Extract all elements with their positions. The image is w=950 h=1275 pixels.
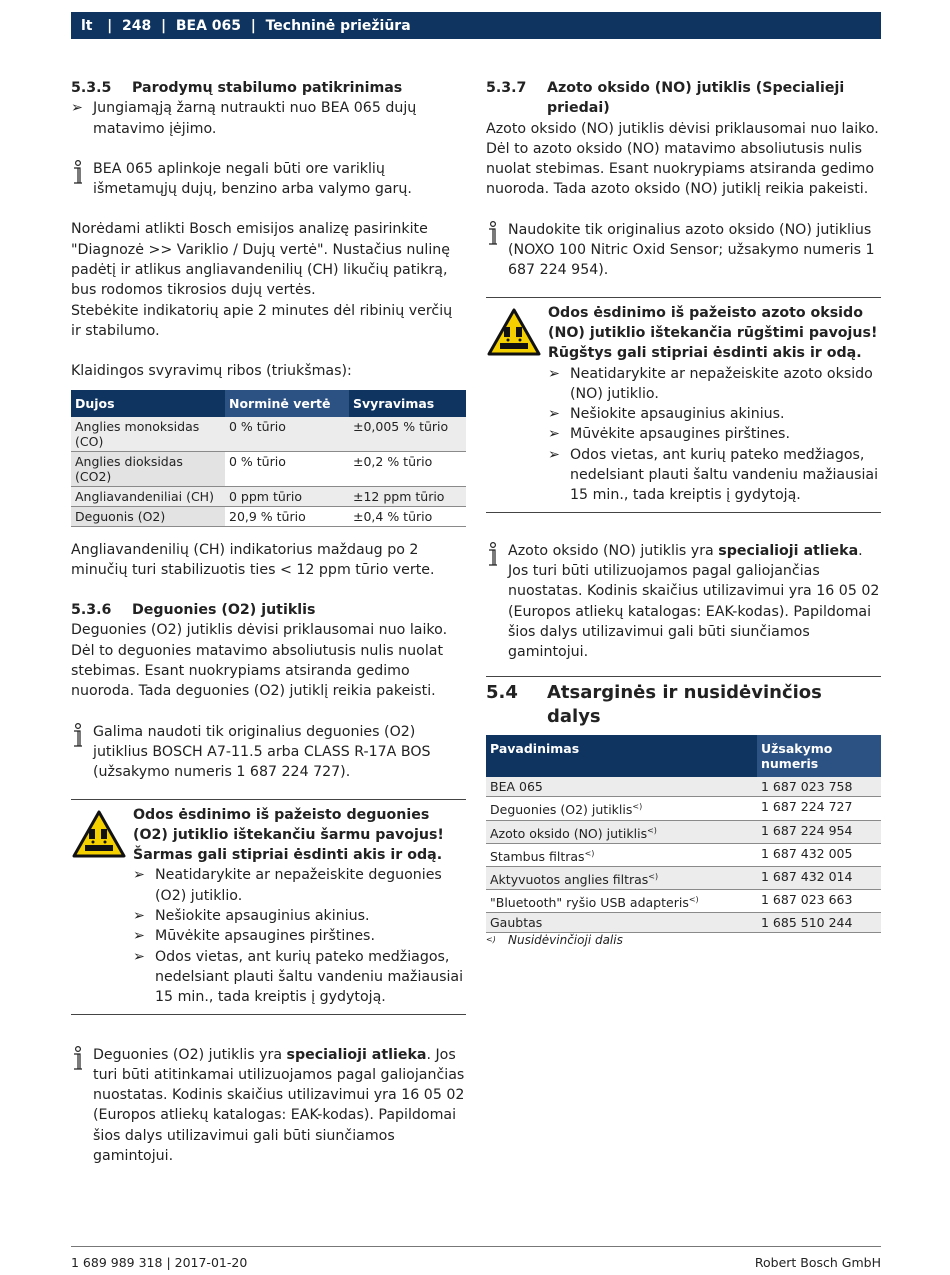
warning-title: Odos ėsdinimo iš pažeisto azoto oksido (NO) jutiklio ištekančia rūgštimi pavojus!	[548, 304, 878, 341]
right-column	[486, 78, 881, 947]
paragraph: Deguonies (O2) jutiklis dėvisi priklausomai nuo laiko. Dėl to deguonies matavimo absoliutusis nulis nuolat stebimas. Esant nuokrypiams atsiranda gedimo nuoroda. Tada deguonies (O2) jutiklį reikia pakeisti.	[71, 622, 448, 700]
spare-parts-table	[486, 735, 881, 933]
section-537-heading: 5.3.7 Azoto oksido (NO) jutiklis (Specialieji priedai)	[486, 80, 845, 117]
page-header: lt | 248 | BEA 065 | Techninė priežiūra	[71, 12, 881, 39]
wear-part-mark: <)	[632, 802, 643, 812]
section-535-heading: 5.3.5 Parodymų stabilumo patikrinimas	[71, 80, 403, 96]
info-note: Naudokite tik originalius azoto oksido (NO) jutiklius (NOXO 100 Nitric Oxid Sensor; užsakymo numeris 1 687 224 954).	[486, 220, 881, 281]
warning-title: Odos ėsdinimo iš pažeisto deguonies (O2) jutiklio ištekančiu šarmu pavojus!	[133, 806, 444, 843]
arrow-icon: ➢	[548, 365, 560, 382]
arrow-icon: ➢	[71, 100, 83, 117]
warning-item: ➢ Nešiokite apsauginius akinius.	[548, 404, 881, 424]
paragraph: Stebėkite indikatorių apie 2 minutes dėl ribinių verčių ir stabilumo.	[71, 302, 453, 339]
corrosive-warning-icon	[71, 805, 133, 1008]
noise-limits-table	[71, 390, 466, 527]
table-row: Stambus filtras<) 1 687 432 005	[486, 843, 881, 866]
column-header: Užsakymo numeris	[757, 735, 881, 777]
paragraph: Angliavandenilių (CH) indikatorius maždaug po 2 minučių turi stabilizuotis ties < 12 ppm tūrio verte.	[71, 541, 435, 578]
warning-item: ➢ Nešiokite apsauginius akinius.	[133, 906, 466, 926]
section-54-heading: 5.4 Atsarginės ir nusidėvinčios dalys	[486, 676, 881, 729]
table-row: Angliavandeniliai (CH) 0 ppm tūrio ±12 ppm tūrio	[71, 486, 466, 506]
arrow-icon: ➢	[133, 928, 145, 945]
table-row: Azoto oksido (NO) jutiklis<) 1 687 224 954	[486, 820, 881, 843]
warning-item: ➢ Neatidarykite ar nepažeiskite azoto oksido (NO) jutiklio.	[548, 364, 881, 405]
wear-part-mark: <)	[584, 848, 595, 858]
table-row: Aktyvuotos anglies filtras<) 1 687 432 014	[486, 866, 881, 889]
warning-subtitle: Rūgštys gali stipriai ėsdinti akis ir odą.	[548, 345, 862, 362]
warning-box	[486, 297, 881, 513]
arrow-icon: ➢	[548, 446, 560, 463]
warning-item: ➢ Odos vietas, ant kurių pateko medžiagos, nedelsiant plauti šaltu vandeniu mažiausiai 15 min., tada kreiptis į gydytoją.	[548, 445, 881, 506]
wear-part-mark: <)	[647, 825, 657, 835]
table-row: BEA 065 1 687 023 758	[486, 777, 881, 797]
column-header: Norminė vertė	[225, 390, 349, 417]
arrow-icon: ➢	[548, 406, 560, 423]
table-footnote: <) Nusidėvinčioji dalis	[486, 933, 623, 948]
info-icon	[71, 1045, 93, 1167]
wear-part-mark: <)	[688, 895, 699, 905]
warning-item: ➢ Odos vietas, ant kurių pateko medžiagos, nedelsiant plauti šaltu vandeniu mažiausiai 15 min., tada kreiptis į gydytoją.	[133, 947, 466, 1008]
header-page: 248	[121, 17, 152, 34]
bullet-item: ➢ Jungiamąją žarną nutraukti nuo BEA 065 dujų matavimo įėjimo.	[71, 98, 466, 139]
table-row: Anglies dioksidas (CO2) 0 % tūrio ±0,2 % tūrio	[71, 451, 466, 486]
table-row: Deguonies (O2) jutiklis<) 1 687 224 727	[486, 797, 881, 820]
warning-box	[71, 799, 466, 1015]
arrow-icon: ➢	[133, 948, 145, 965]
info-note: Galima naudoti tik originalius deguonies (O2) jutiklius BOSCH A7-11.5 arba CLASS R-17A BOS (užsakymo numeris 1 687 224 727).	[71, 722, 466, 783]
emphasis: specialioji atlieka	[718, 542, 859, 559]
table-intro: Klaidingos svyravimų ribos (triukšmas):	[71, 363, 352, 380]
document-date: 2017-01-20	[174, 1255, 248, 1270]
paragraph: Norėdami atlikti Bosch emisijos analizę pasirinkite "Diagnozė >> Variklio / Dujų vertė". Nustačius nulinę padėtį ir atlikus angliavandenilių (CH) likučių patikrą, bus rodomos tikrosios dujų vertės.	[71, 221, 451, 299]
warning-item: ➢ Mūvėkite apsaugines pirštines.	[548, 424, 881, 444]
page-footer: 1 689 989 318 | 2017-01-20 Robert Bosch GmbH	[71, 1246, 881, 1270]
info-note: Azoto oksido (NO) jutiklis yra specialioji atlieka. Jos turi būti utilizuojamos pagal galiojančias nuostatas. Kodinis skaičius utilizavimui yra 16 05 02 (Europos atliekų katalogas: EAK-kodas). Papildomai šios dalys utilizavimui gali būti siunčiamos gamintojui.	[486, 541, 881, 663]
column-header: Svyravimas	[349, 390, 466, 417]
company-name: Robert Bosch GmbH	[754, 1255, 881, 1270]
warning-item: ➢ Mūvėkite apsaugines pirštines.	[133, 926, 466, 946]
info-note: BEA 065 aplinkoje negali būti ore variklių išmetamųjų dujų, benzino arba valymo garų.	[71, 159, 466, 200]
paragraph: Azoto oksido (NO) jutiklis dėvisi priklausomai nuo laiko. Dėl to azoto oksido (NO) matavimo absoliutusis nulis nuolat stebimas. Esant nuokrypiams atsiranda gedimo nuoroda. Tada azoto oksido (NO) jutiklį reikia pakeisti.	[486, 120, 879, 198]
table-row: Deguonis (O2) 20,9 % tūrio ±0,4 % tūrio	[71, 506, 466, 526]
info-icon	[71, 159, 93, 200]
info-icon	[486, 220, 508, 281]
table-row: Anglies monoksidas (CO) 0 % tūrio ±0,005 % tūrio	[71, 417, 466, 452]
info-icon	[71, 722, 93, 783]
header-product: BEA 065	[175, 17, 241, 34]
info-icon	[486, 541, 508, 663]
arrow-icon: ➢	[133, 908, 145, 925]
header-chapter: Techninė priežiūra	[265, 17, 411, 34]
warning-item: ➢ Neatidarykite ar nepažeiskite deguonies (O2) jutiklio.	[133, 865, 466, 906]
left-column	[71, 78, 466, 1166]
header-lang: lt	[81, 17, 93, 34]
column-header: Dujos	[71, 390, 225, 417]
column-header: Pavadinimas	[486, 735, 757, 777]
table-row: Gaubtas 1 685 510 244	[486, 913, 881, 933]
arrow-icon: ➢	[548, 426, 560, 443]
arrow-icon: ➢	[133, 867, 145, 884]
wear-part-mark: <)	[648, 871, 659, 881]
info-note: Deguonies (O2) jutiklis yra specialioji atlieka. Jos turi būti atitinkamai utilizuojamos pagal galiojančias nuostatas. Kodinis skaičius utilizavimui yra 16 05 02 (Europos atliekų katalogas: EAK-kodas). Papildomai šios dalys utilizavimui gali būti siunčiamos gamintojui.	[71, 1045, 466, 1167]
footnote-mark: <)	[486, 935, 496, 945]
emphasis: specialioji atlieka	[286, 1046, 427, 1063]
corrosive-warning-icon	[486, 303, 548, 506]
warning-subtitle: Šarmas gali stipriai ėsdinti akis ir odą.	[133, 847, 443, 864]
section-536-heading: 5.3.6 Deguonies (O2) jutiklis	[71, 602, 316, 619]
table-row: "Bluetooth" ryšio USB adapteris<) 1 687 023 663	[486, 890, 881, 913]
document-number: 1 689 989 318	[71, 1255, 163, 1270]
